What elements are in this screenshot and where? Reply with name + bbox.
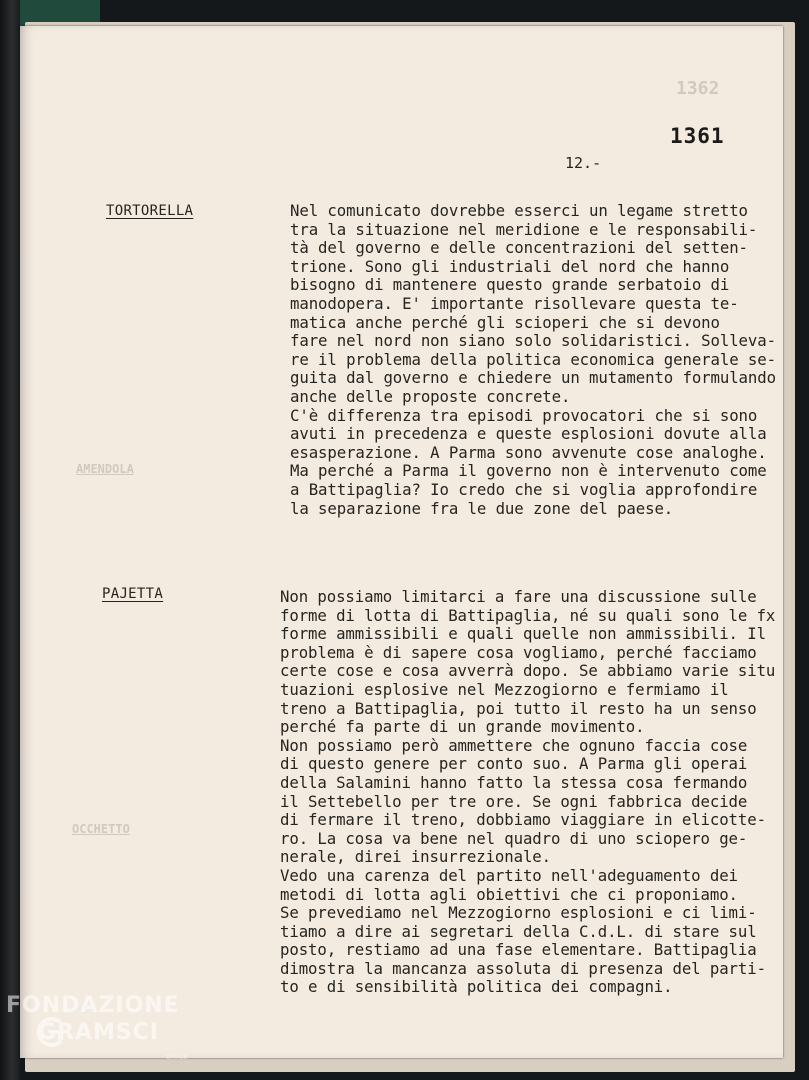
text-line: dimostra la mancanza assoluta di presenza del parti- (280, 958, 766, 978)
text-line: trione. Sono gli industriali del nord che hanno (290, 256, 730, 276)
watermark-line-2: GRAMSCI (38, 1020, 160, 1045)
speech-paragraph-pajetta (280, 588, 775, 997)
text-line: nerale, direi insurrezionale. (280, 847, 551, 867)
text-line: forme di lotta di Battipaglia, né su quali sono le fx (280, 605, 776, 625)
text-line: fare nel nord non siano solo solidaristici. Solleva- (290, 331, 776, 351)
text-line: Se prevediamo nel Mezzogiorno esplosioni e ci limi- (280, 903, 757, 923)
text-line: ro. La cosa va bene nel quadro di uno sciopero ge- (280, 828, 748, 848)
text-line: Non possiamo però ammettere che ognuno faccia cose (280, 735, 748, 755)
text-line: Ma perché a Parma il governo non è intervenuto come (290, 461, 767, 481)
fondazione-gramsci-watermark (6, 990, 206, 1070)
text-line: il Settebello per tre ore. Se ogni fabbrica decide (280, 791, 748, 811)
text-line: C'è differenza tra episodi provocatori che si sono (290, 405, 758, 425)
text-line: guita dal governo e chiedere un mutamento formulando (290, 368, 776, 388)
speaker-name-pajetta: PAJETTA (102, 586, 164, 602)
text-line: metodi di lotta agli obiettivi che ci proponiamo. (280, 884, 738, 904)
text-line: tuazioni esplosive nel Mezzogiorno e fermiamo il (280, 679, 729, 699)
text-line: posto, restiamo ad una fase elementare. Battipaglia (280, 940, 757, 960)
text-line: la separazione fra le due zone del paese. (290, 498, 674, 518)
text-line: della Salamini hanno fatto la stessa cosa fermando (280, 772, 748, 792)
speaker-name-tortorella: TORTORELLA (106, 203, 194, 219)
text-line: treno a Battipaglia, poi tutto il resto ha un senso (280, 698, 757, 718)
text-line: re il problema della politica economica generale se- (290, 349, 776, 369)
text-line: problema è di sapere cosa vogliamo, perché facciamo (280, 642, 757, 662)
text-line: forme ammissibili e quali quelle non ammissibili. Il (280, 624, 766, 644)
text-line: manodopera. E' importante risollevare questa te- (290, 293, 739, 313)
text-line: matica anche perché gli scioperi che si devono (290, 312, 720, 332)
page-number: 1361 (670, 124, 725, 148)
text-line: perché fa parte di un grande movimento. (280, 717, 645, 737)
binder-spine (0, 0, 20, 1080)
text-line: di fermare il treno, dobbiamo viaggiare in elicotte- (280, 810, 766, 830)
watermark-line-1: FONDAZIONE (6, 993, 180, 1018)
text-line: Nel comunicato dovrebbe esserci un legame stretto (290, 201, 748, 220)
text-line: Non possiamo limitarci a fare una discussione sulle (280, 587, 757, 606)
section-number: 12.- (565, 154, 602, 172)
document-page (20, 26, 783, 1058)
watermark-onlus: onlus (166, 1052, 188, 1061)
text-line: certe cose e cosa avverrà dopo. Se abbiamo varie situ (280, 661, 776, 681)
text-line: avuti in precedenza e queste esplosioni dovute alla (290, 424, 767, 444)
text-line: anche delle proposte concrete. (290, 386, 571, 406)
text-line: a Battipaglia? Io credo che si voglia approfondire (290, 479, 758, 499)
text-line: esasperazione. A Parma sono avvenute cose analoghe. (290, 442, 767, 462)
speech-paragraph-tortorella (290, 202, 776, 518)
text-line: tiamo a dire ai segretari della C.d.L. di stare sul (280, 921, 757, 941)
bleed-through-speaker: OCCHETTO (72, 822, 130, 836)
bleed-through-page-number: 1362 (676, 78, 720, 99)
text-line: to e di sensibilità politica dei compagni. (280, 977, 673, 997)
text-line: tà del governo e delle concentrazioni del setten- (290, 238, 748, 258)
text-line: Vedo una carenza del partito nell'adeguamento dei (280, 865, 738, 885)
text-line: bisogno di mantenere questo grande serbatoio di (290, 275, 730, 295)
text-line: di questo genere per conto suo. A Parma gli operai (280, 754, 748, 774)
text-line: tra la situazione nel meridione e le responsabili- (290, 219, 758, 239)
bleed-through-speaker: AMENDOLA (76, 462, 134, 476)
